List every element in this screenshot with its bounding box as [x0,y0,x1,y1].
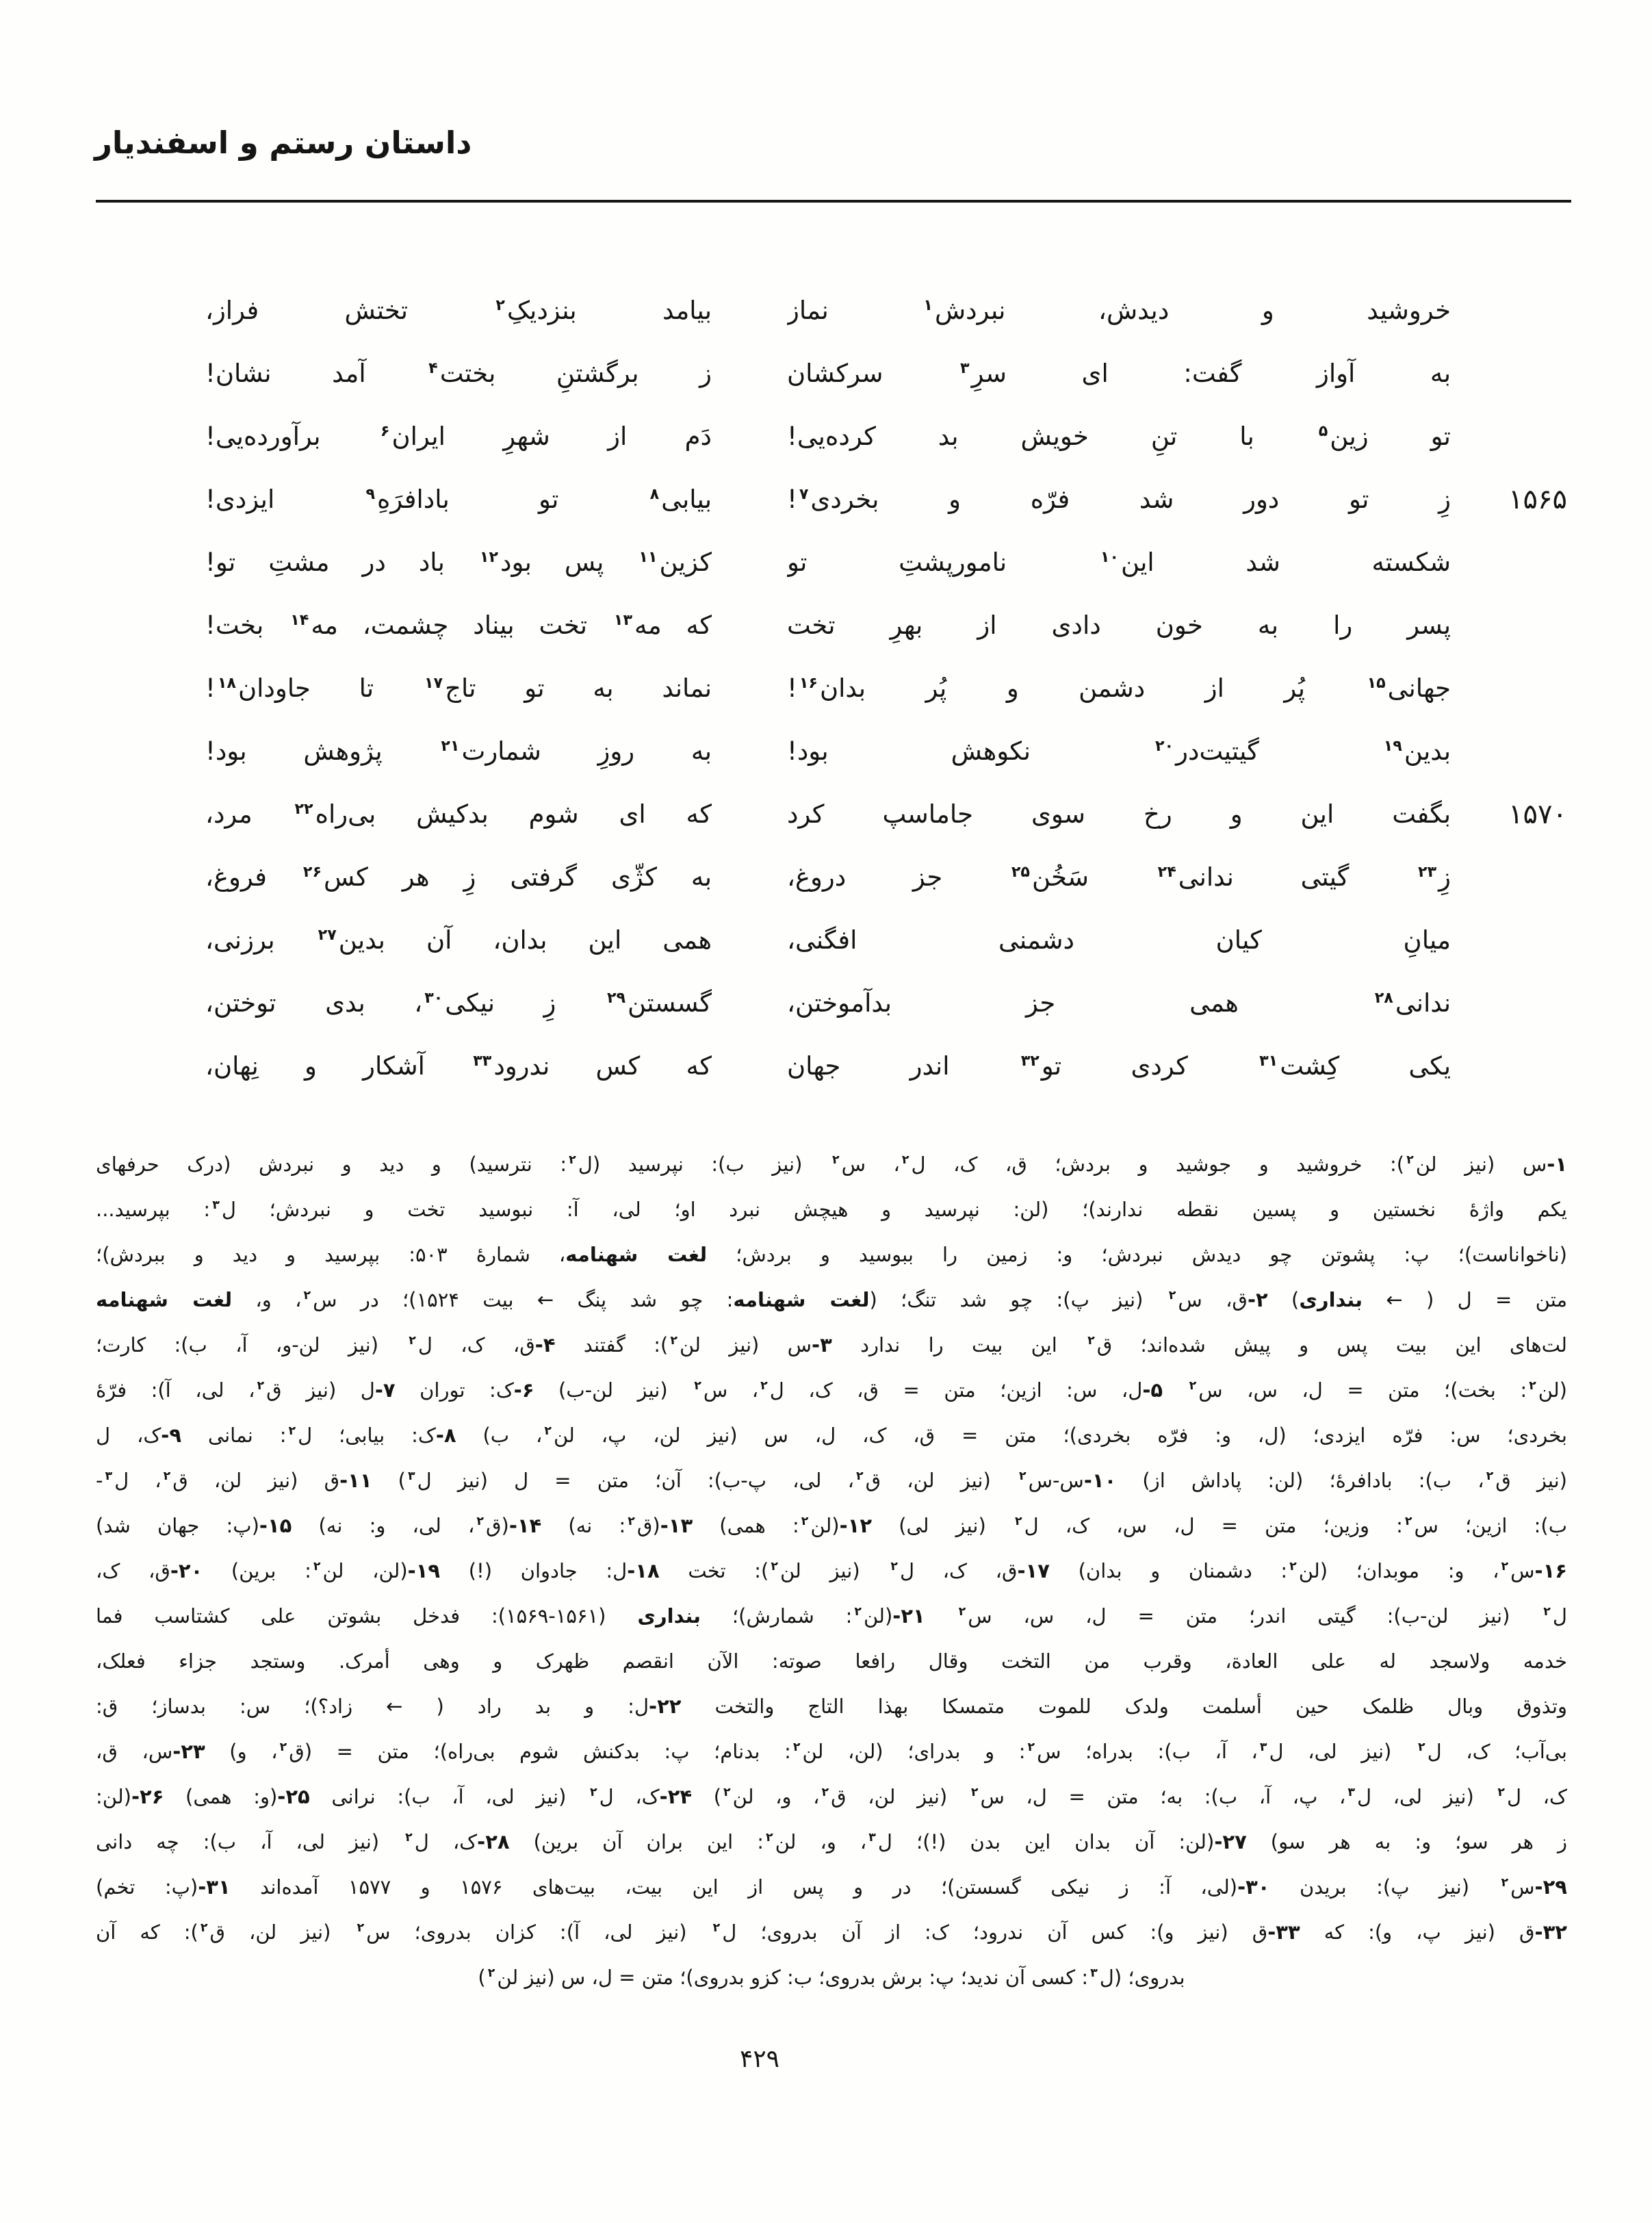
hemistich-left: که مه$^{۱۳}$ تخت بیناد چشمت، مه$^{۱۴}$ بخت! [205,611,712,640]
footnote-line: خدمه ولاسجد له علی العادة، وقرب من التخت وقال رافعا صوته: الآن انقصم ظهرک و وهی أمرک. وستجد جزاء فعلک، [96,1649,1567,1673]
poem-verses [205,279,1567,1098]
hemistich-right: خروشید و دیدش، نبردش$^۱$ نماز [787,296,1451,325]
footnote-line: یکم واژهٔ نخستین و پسین نقطه ندارند)؛ (لن: نپرسید و هیچش نبرد او؛ لی، آ: نبوسید تخت و نبردش؛ ل$^۳$: بپرسید... [96,1198,1567,1221]
verse-row [205,468,1567,531]
footnote-line: بخردی؛ س: فرّه ایزدی؛ (ل، و: فرّه بخردی)؛ متن = ق، ک، ل، س (نیز لن، پ، لن$^۲$، ب) ۸-ک: بیابی؛ ل$^۲$: نمانی ۹-ک، ل [96,1424,1567,1447]
hemistich-right: تو زین$^۵$ با تنِ خویش بد کرده‌یی! [787,422,1451,451]
footnote-line: لت‌های این بیت پس و پیش شده‌اند؛ ق$^۲$ این بیت را ندارد ۳-س (نیز لن$^۲$): گفتند ۴-ق، ک، ل$^۲$ (نیز لن-و، آ، ب): کارت؛ [96,1333,1567,1357]
footnote-line: ک، ل$^۲$ (نیز لی، ل$^۳$، پ، آ، ب): به؛ متن = ل، س$^۲$ (نیز لن، ق$^۲$، و، لن$^۲$) ۲۴-ک، ل$^۲$ (نیز لی، آ، ب): نرانی ۲۵-(و: همی) ۲۶-(لن: [96,1785,1567,1808]
hemistich-left: گسستن$^{۲۹}$ زِ نیکی$^{۳۰}$، بدی توختن، [205,988,712,1018]
hemistich-right: پسر را به خون دادی از بهرِ تخت [787,611,1451,640]
footnote-line: وتذوق وبال ظلمک حین أسلمت ولدک للموت متمسکا بهذا التاج والتخت ۲۲-ل: و بد راد ( ← زاد؟)؛ س: بدساز؛ ق: [96,1695,1567,1718]
hemistich-left: که ای شوم بدکیش بی‌راه$^{۲۲}$ مرد، [205,799,712,829]
hemistich-left: همی این بدان، آن بدین$^{۲۷}$ برزنی، [205,925,712,955]
footnote-line: (لن$^۲$: بخت)؛ متن = ل، س، س$^۲$ ۵-ل، س: ازین؛ متن = ق، ک، ل$^۲$، س$^۲$ (نیز لن-ب) ۶-ک: توران ۷-ل (نیز ق$^۲$، لی، آ): فرّهٔ [96,1378,1567,1402]
verse-row [205,342,1567,405]
hemistich-left: نماند به تو تاج$^{۱۷}$ تا جاودان$^{۱۸}$! [205,673,712,703]
hemistich-left: به کژّی گرفتی زِ هر کس$^{۲۶}$ فروغ، [205,862,712,892]
verse-row [205,279,1567,342]
hemistich-right: ندانی$^{۲۸}$ همی جز بدآموختن، [787,988,1451,1018]
hemistich-right: بدین$^{۱۹}$ گیتیت‌در$^{۲۰}$ نکوهش بود! [787,736,1451,766]
footnote-line: بدروی؛ (ل$^۳$: کسی آن ندید؛ پ: برش بدروی؛ ب: کزو بدروی)؛ متن = ل، س (نیز لن$^۲$) [478,1966,1185,1989]
verse-number: ۱۵۶۵ [1508,484,1567,515]
hemistich-right: بگفت این و رخ سوی جاماسپ کرد [787,799,1451,829]
footnote-line: متن = ل ( ← بنداری) ۲-ق، س$^۲$ (نیز پ): چو شد تنگ؛ (لغت شهنامه: چو شد پنگ ← بیت ۱۵۲۴)؛ در س$^۲$، و، لغت شهنامه [96,1288,1567,1311]
footnote-line: (ناخواناست)؛ پ: پشوتن چو دیدش نبردش؛ و: زمین را ببوسید و بردش؛ لغت شهنامه، شمارهٔ ۵۰۳: بپرسید و دید و ببردش)؛ [96,1243,1567,1266]
hemistich-left: که کس ندرود$^{۳۳}$ آشکار و نِهان، [205,1051,712,1081]
verse-row [205,972,1567,1035]
footnote-line: (نیز ق$^۲$، ب): بادافرهٔ؛ (لن: پاداش از) ۱۰-س-س$^۲$ (نیز لن، ق$^۲$، لی، پ-ب): آن؛ متن = ل (نیز ل$^۳$) ۱۱-ق (نیز لن، ق$^۲$، ل$^۳$- [96,1469,1567,1492]
verse-row [205,594,1567,657]
page-header-title: داستان رستم و اسفندیار [94,125,472,161]
verse-row [205,405,1567,468]
hemistich-right: جهانی$^{۱۵}$ پُر از دشمن و پُر بدان$^{۱۶}$! [787,673,1451,703]
hemistich-right: زِ تو دور شد فرّه و بخردی$^۷$! [787,485,1451,514]
header-rule [96,200,1571,203]
hemistich-right: زِ$^{۲۳}$ گیتی ندانی$^{۲۴}$ سَخُن$^{۲۵}$ جز دروغ، [787,862,1451,892]
critical-apparatus-footnotes [96,1142,1567,2000]
hemistich-right: به آواز گفت: ای سرِ$^۳$ سرکشان [787,359,1451,388]
verse-row [205,720,1567,783]
footnote-line: ز هر سو؛ و: به هر سو) ۲۷-(لن: آن بدان این بدن (!)؛ ل$^۳$، و، لن$^۲$: این بران آن برین) ۲۸-ک، ل$^۲$ (نیز لی، آ، ب): چه دانی [96,1830,1567,1853]
verse-row [205,846,1567,909]
hemistich-right: شکسته شد این$^{۱۰}$ نامورپشتِ تو [787,548,1451,577]
verse-row [205,783,1567,846]
verse-row [205,909,1567,972]
footnote-line: ۲۹-س$^۲$ (نیز پ): بریدن ۳۰-(لی، آ: ز نیکی گسستن)؛ در و پس از این بیت، بیت‌های ۱۵۷۶ و ۱۵۷۷ آمده‌اند ۳۱-(پ: تخم) [96,1875,1567,1899]
hemistich-left: به روزِ شمارت$^{۲۱}$ پژوهش بود! [205,736,712,766]
hemistich-left: بیامد بنزدیکِ$^۲$ تختش فراز، [205,296,712,325]
hemistich-left: کزین$^{۱۱}$ پس بود$^{۱۲}$ باد در مشتِ تو! [205,548,712,577]
page-number: ۴۲۹ [739,2045,779,2073]
footnote-line: ۳۲-ق (نیز پ، و): که ۳۳-ق (نیز و): کس آن ندرود؛ ک: از آن بدروی؛ ل$^۲$ (نیز لی، آ): کزان بدروی؛ س$^۲$ (نیز لن، ق$^۲$): که آن [96,1920,1567,1944]
hemistich-right: میانِ کیان دشمنی افگنی، [787,925,1451,955]
hemistich-right: یکی کِشت$^{۳۱}$ کردی تو$^{۳۲}$ اندر جهان [787,1051,1451,1081]
footnote-line: ۱۶-س$^۲$، و: موبدان؛ (لن$^۲$: دشمنان و بدان) ۱۷-ق، ک، ل$^۲$ (نیز لن$^۲$): تخت ۱۸-ل: جادوان (!) ۱۹-(لن، لن$^۲$: برین) ۲۰-ق، ک، [96,1559,1567,1582]
hemistich-left: بیابی$^۸$ تو بادافرَهِ$^۹$ ایزدی! [205,485,712,514]
verse-number: ۱۵۷۰ [1508,799,1567,830]
verse-row [205,531,1567,594]
footnote-line: ب): ازین؛ س$^۲$: وزین؛ متن = ل، س، ک، ل$^۲$ (نیز لی) ۱۲-(لن$^۲$: همی) ۱۳-(ق$^۲$: نه) ۱۴-(ق$^۲$، لی، و: نه) ۱۵-(پ: جهان شد) [96,1514,1567,1537]
hemistich-left: دَم از شهرِ ایران$^۶$ برآورده‌یی! [205,422,712,451]
footnote-line: ل$^۲$ (نیز لن-ب): گیتی اندر؛ متن = ل، س، س$^۲$ ۲۱-(لن$^۲$: شمارش)؛ بنداری (۱۵۶۱-۱۵۶۹): فدخل بشوتن علی کشتاسب فما [96,1604,1567,1628]
footnote-line: بی‌آب؛ ک، ل$^۲$ (نیز لی، ل$^۳$، آ، ب): بدراه؛ س$^۲$: و بدرای؛ (لن، لن$^۲$: بدنام؛ پ: بدکنش شوم بی‌راه)؛ متن = (ق$^۲$، و) ۲۳-س، ق، [96,1740,1567,1763]
verse-row [205,1035,1567,1098]
footnote-line: ۱-س (نیز لن$^۲$): خروشید و جوشید و بردش؛ ق، ک، ل$^۲$، س$^۲$ (نیز ب): نپرسید (ل$^۲$: نترسید) و دید و نبردش (درک حرفهای [96,1153,1567,1176]
verse-row [205,657,1567,720]
hemistich-left: ز برگشتنِ بختت$^۴$ آمد نشان! [205,359,712,388]
